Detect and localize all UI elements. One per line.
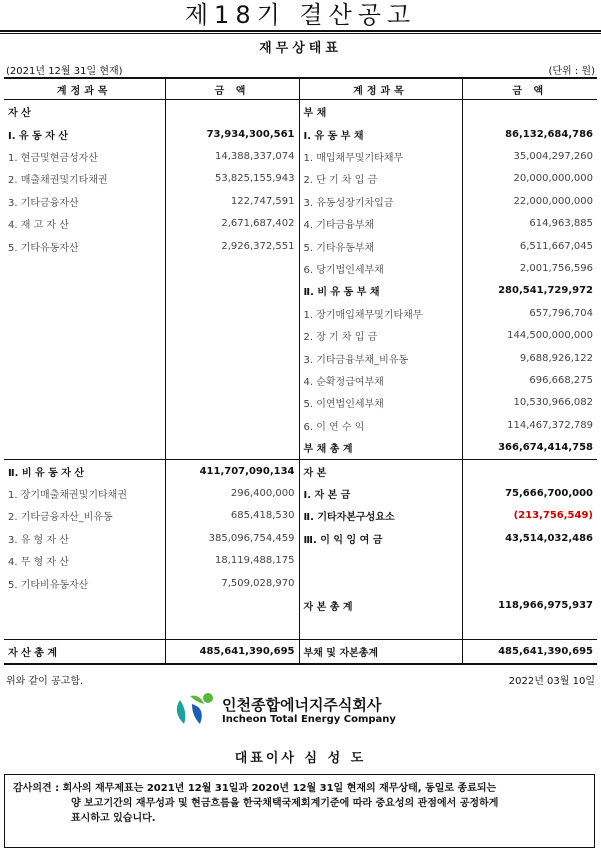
table-row [4, 235, 597, 257]
right-amount: 696,668,275 [529, 374, 593, 386]
table-row [4, 527, 597, 549]
left-account-label [4, 347, 165, 369]
left-account-label [4, 280, 165, 302]
right-amount [462, 572, 597, 594]
header-amount-left: 금 액 [165, 78, 299, 100]
right-account-label: 3. 유동성장기차입금 [299, 190, 462, 212]
table-row [4, 505, 597, 527]
right-amount: 114,467,372,789 [507, 419, 593, 431]
left-account-label: 1. 장기매출채권및기타채권 [4, 482, 165, 504]
table-row [4, 347, 597, 369]
table-row [4, 145, 597, 167]
date-note: (2021년 12월 31일 현재) [6, 66, 123, 77]
header-amount-right: 금 액 [462, 78, 597, 100]
right-amount [462, 550, 597, 572]
header-account-right: 계정과목 [299, 78, 462, 100]
right-amount [462, 617, 597, 640]
right-account-label: 자 본 총 계 [299, 594, 462, 616]
left-amount: 73,934,300,561 [165, 123, 299, 145]
right-account-label: Ⅰ. 자 본 금 [299, 482, 462, 504]
left-account-label [4, 257, 165, 279]
left-amount: 122,747,591 [165, 190, 299, 212]
left-amount: 685,418,530 [165, 505, 299, 527]
announcement-note: 위와 같이 공고함. [6, 676, 84, 687]
right-account-label: 4. 순확정급여부채 [299, 369, 462, 391]
right-amount: 2,001,756,596 [519, 262, 593, 274]
left-account-label: 3. 기타금융자산 [4, 190, 165, 212]
left-amount [165, 414, 299, 436]
left-account-label: 5. 기타유동자산 [4, 235, 165, 257]
table-row [4, 572, 597, 594]
left-account-label [4, 437, 165, 460]
left-amount: 485,641,390,695 [165, 640, 299, 664]
left-amount [165, 100, 299, 123]
left-amount: 296,400,000 [165, 482, 299, 504]
right-account-label: 1. 장기매입채무및기타채무 [299, 302, 462, 324]
right-account-label: 5. 기타유동부채 [299, 235, 462, 257]
right-account-label: 자 본 [299, 459, 462, 482]
left-amount: 14,388,337,074 [165, 145, 299, 167]
left-amount [165, 280, 299, 302]
unit-note: (단위 : 원) [548, 66, 595, 77]
audit-line-1: 회사의 재무제표는 2021년 12월 31일과 2020년 12월 31일 현재의 재무상태, 동일로 종료되는 [62, 783, 497, 794]
left-account-label: 4. 무 형 자 산 [4, 550, 165, 572]
table-row [4, 482, 597, 504]
right-account-label: 6. 이 연 수 익 [299, 414, 462, 436]
table-row [4, 324, 597, 346]
right-account-label: 2. 단 기 차 입 금 [299, 168, 462, 190]
table-row [4, 257, 597, 279]
right-amount: 9,688,926,122 [519, 352, 593, 364]
left-amount: 2,671,687,402 [165, 212, 299, 234]
table-row [4, 594, 597, 616]
table-row [4, 280, 597, 302]
audit-label: 감사의견 : [13, 783, 60, 794]
left-amount: 385,096,754,459 [165, 527, 299, 549]
table-row [4, 459, 597, 482]
table-row [4, 190, 597, 212]
table-row [4, 437, 597, 460]
right-account-label: Ⅰ. 유 동 부 채 [299, 123, 462, 145]
left-amount [165, 257, 299, 279]
right-amount: 6,511,667,045 [519, 240, 593, 252]
audit-line-3: 표시하고 있습니다. [71, 813, 156, 824]
right-amount: 366,674,414,758 [498, 442, 593, 454]
audit-opinion-box [4, 774, 595, 848]
right-account-label [299, 617, 462, 640]
table-row [4, 212, 597, 234]
left-account-label: 2. 기타금융자산_비유동 [4, 505, 165, 527]
left-amount [165, 302, 299, 324]
right-amount: 657,796,704 [529, 307, 593, 319]
company-name-kr: 인천종합에너지주식회사 [222, 696, 382, 714]
left-amount: 18,119,488,175 [165, 550, 299, 572]
left-amount [165, 617, 299, 640]
balance-sheet-table [4, 77, 597, 665]
right-amount: 22,000,000,000 [513, 195, 593, 207]
left-account-label [4, 302, 165, 324]
right-amount: (213,756,549) [513, 510, 593, 522]
table-row [4, 100, 597, 123]
left-amount: 7,509,028,970 [165, 572, 299, 594]
right-account-label: 3. 기타금융부채_비유동 [299, 347, 462, 369]
left-account-label: 자 산 총 계 [4, 640, 165, 664]
table-header-row [4, 78, 597, 100]
table-row [4, 414, 597, 436]
left-account-label [4, 594, 165, 616]
left-account-label: Ⅱ. 비 유 동 자 산 [4, 459, 165, 482]
left-amount [165, 369, 299, 391]
right-amount: 118,966,975,937 [498, 600, 593, 612]
left-account-label: 1. 현금및현금성자산 [4, 145, 165, 167]
left-amount [165, 324, 299, 346]
table-row [4, 617, 597, 640]
left-account-label: Ⅰ. 유 동 자 산 [4, 123, 165, 145]
table-row [4, 392, 597, 414]
right-account-label: 부 채 총 계 [299, 437, 462, 460]
table-row [4, 640, 597, 664]
right-account-label: 부 채 [299, 100, 462, 123]
left-account-label: 4. 재 고 자 산 [4, 212, 165, 234]
left-amount: 53,825,155,943 [165, 168, 299, 190]
right-account-label: 5. 이연법인세부채 [299, 392, 462, 414]
right-amount: 20,000,000,000 [513, 173, 593, 185]
right-amount: 144,500,000,000 [507, 330, 593, 342]
left-account-label [4, 392, 165, 414]
table-row [4, 123, 597, 145]
right-amount: 75,666,700,000 [505, 488, 593, 500]
right-account-label: 부채 및 자본총계 [299, 640, 462, 664]
statement-title: 재무상태표 [259, 41, 342, 56]
header-account-left: 계정과목 [4, 78, 165, 100]
right-amount [462, 100, 597, 123]
left-account-label [4, 414, 165, 436]
audit-line-2: 양 보고기간의 재무성과 및 현금흐름을 한국채택국제회계기준에 따라 중요성의 관점에서 공정하게 [71, 798, 499, 809]
right-amount [462, 459, 597, 482]
table-row [4, 168, 597, 190]
left-account-label [4, 617, 165, 640]
right-amount: 43,514,032,486 [505, 532, 593, 544]
left-amount [165, 347, 299, 369]
right-amount: 280,541,729,972 [498, 285, 593, 297]
right-account-label: Ⅲ. 이 익 잉 여 금 [299, 527, 462, 549]
ceo-name: 대표이사 심 성 도 [234, 751, 367, 766]
table-row [4, 369, 597, 391]
right-amount: 10,530,966,082 [513, 397, 593, 409]
left-account-label [4, 324, 165, 346]
right-account-label [299, 550, 462, 572]
left-account-label [4, 369, 165, 391]
title-rule [0, 30, 601, 32]
right-account-label [299, 572, 462, 594]
table-row [4, 302, 597, 324]
left-account-label: 3. 유 형 자 산 [4, 527, 165, 549]
right-account-label: 4. 기타금융부채 [299, 212, 462, 234]
right-amount: 614,963,885 [529, 218, 593, 230]
left-amount: 411,707,090,134 [165, 459, 299, 482]
left-account-label: 2. 매출채권및기타채권 [4, 168, 165, 190]
right-account-label: Ⅱ. 비 유 동 부 채 [299, 280, 462, 302]
left-amount [165, 437, 299, 460]
company-name-en: Incheon Total Energy Company [222, 714, 396, 725]
right-amount: 35,004,297,260 [513, 150, 593, 162]
title-rule-thin [0, 33, 601, 34]
right-account-label: 6. 당기법인세부채 [299, 257, 462, 279]
page-title: 제18기 결산공고 [184, 1, 417, 29]
right-account-label: Ⅱ. 기타자본구성요소 [299, 505, 462, 527]
left-account-label: 자 산 [4, 100, 165, 123]
left-amount [165, 594, 299, 616]
right-account-label: 2. 장 기 차 입 금 [299, 324, 462, 346]
right-account-label: 1. 매입채무및기타채무 [299, 145, 462, 167]
left-amount: 2,926,372,551 [165, 235, 299, 257]
right-amount: 485,641,390,695 [462, 640, 597, 664]
left-account-label: 5. 기타비유동자산 [4, 572, 165, 594]
right-amount: 86,132,684,786 [505, 128, 593, 140]
table-row [4, 550, 597, 572]
announcement-date: 2022년 03월 10일 [508, 676, 595, 687]
left-amount [165, 392, 299, 414]
